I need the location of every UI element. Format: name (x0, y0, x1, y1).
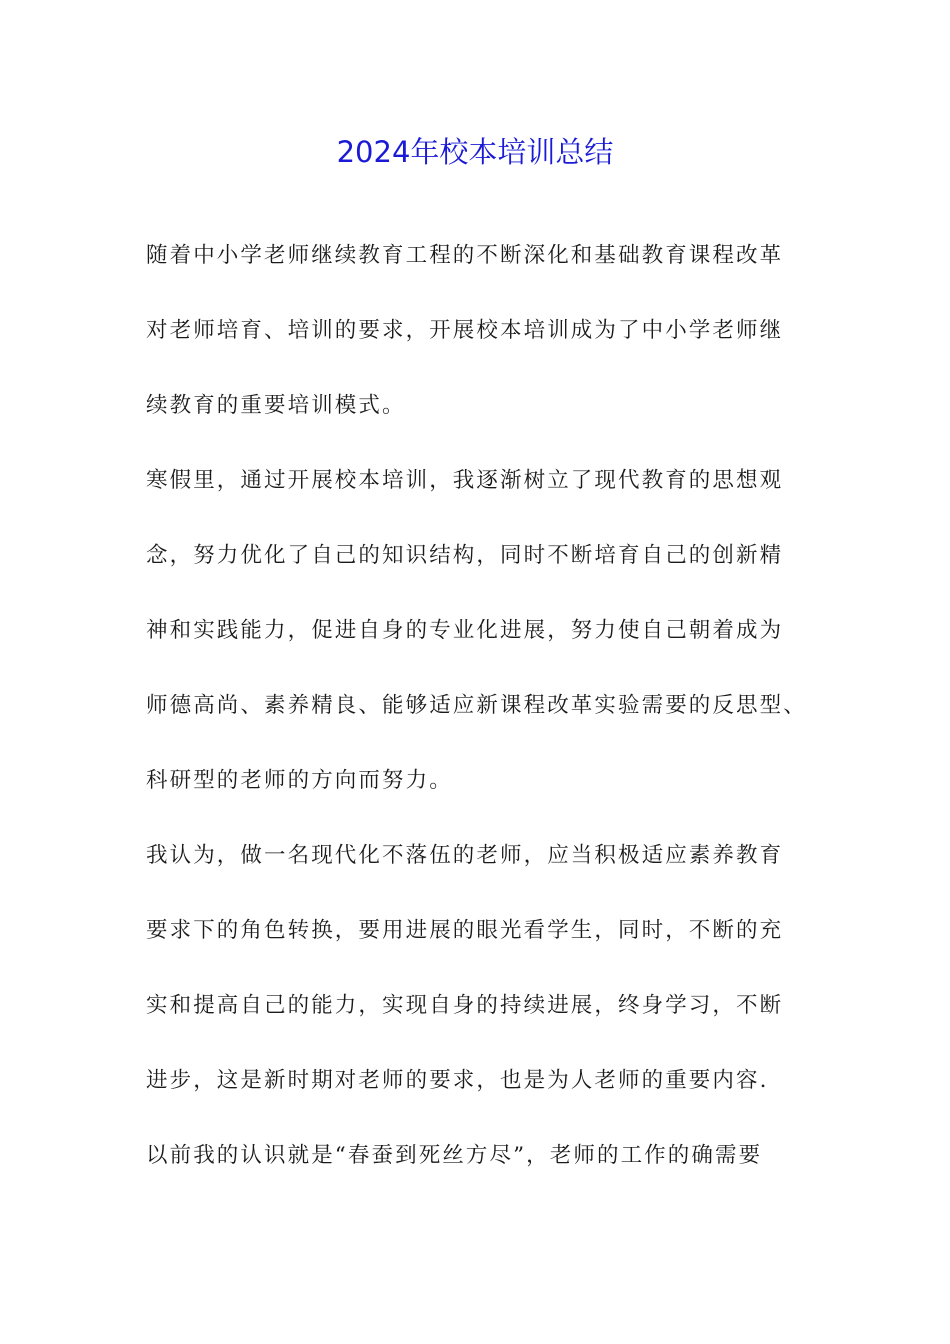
text-line: 师德高尚、素养精良、能够适应新课程改革实验需要的反思型、 (146, 693, 807, 718)
text-line: 寒假里，通过开展校本培训，我逐渐树立了现代教育的思想观 (146, 468, 784, 493)
text-line: 我认为，做一名现代化不落伍的老师，应当积极适应素养教育 (146, 843, 784, 868)
text-line: 对老师培育、培训的要求，开展校本培训成为了中小学老师继 (146, 318, 784, 343)
text-line: 神和实践能力，促进自身的专业化进展，努力使自己朝着成为 (146, 618, 784, 643)
text-line: 念，努力优化了自己的知识结构，同时不断培育自己的创新精 (146, 543, 784, 568)
document-body (146, 236, 836, 1211)
text-line: 进步，这是新时期对老师的要求，也是为人老师的重要内容. (146, 1068, 769, 1093)
text-line: 以前我的认识就是“春蚕到死丝方尽”，老师的工作的确需要 (146, 1143, 763, 1168)
text-line: 要求下的角色转换，要用进展的眼光看学生，同时，不断的充 (146, 918, 784, 943)
text-line: 随着中小学老师继续教育工程的不断深化和基础教育课程改革 (146, 243, 784, 268)
document-title: 2024年校本培训总结 (336, 135, 614, 169)
text-line: 科研型的老师的方向而努力。 (146, 768, 453, 793)
text-line: 实和提高自己的能力，实现自身的持续进展，终身学习，不断 (146, 993, 784, 1018)
text-line: 续教育的重要培训模式。 (146, 393, 406, 418)
